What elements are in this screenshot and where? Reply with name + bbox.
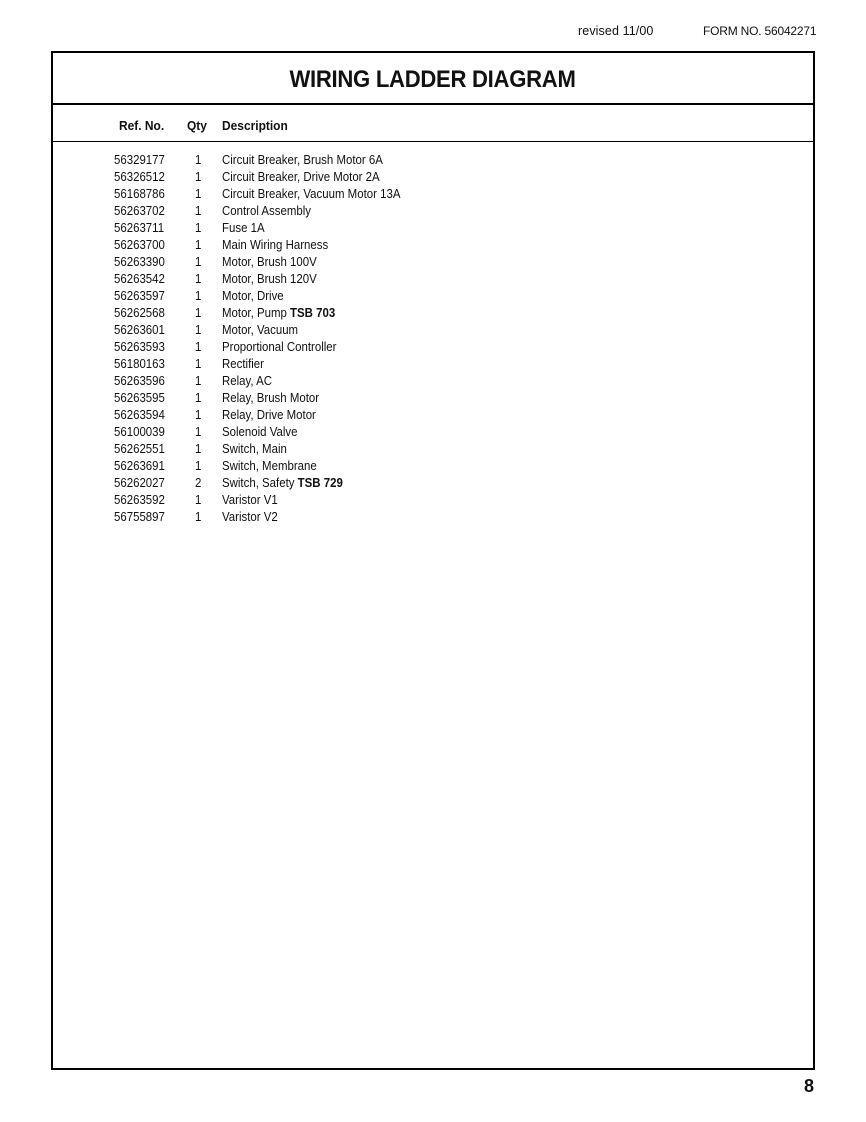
table-row bbox=[53, 254, 813, 271]
part-quantity: 1 bbox=[195, 390, 202, 405]
part-quantity: 2 bbox=[195, 475, 202, 490]
parts-table-body bbox=[53, 152, 813, 526]
table-row bbox=[53, 441, 813, 458]
part-description-text: Solenoid Valve bbox=[222, 424, 298, 439]
table-row bbox=[53, 509, 813, 526]
part-description-text: Switch, Main bbox=[222, 441, 287, 456]
part-ref-number: 56263601 bbox=[114, 322, 165, 337]
part-quantity: 1 bbox=[195, 169, 202, 184]
part-ref-number: 56263593 bbox=[114, 339, 165, 354]
table-row bbox=[53, 390, 813, 407]
part-description-text: Motor, Drive bbox=[222, 288, 284, 303]
part-description-text: Motor, Brush 100V bbox=[222, 254, 317, 269]
part-description bbox=[222, 492, 278, 507]
page-number: 8 bbox=[804, 1076, 815, 1096]
table-row bbox=[53, 407, 813, 424]
table-row bbox=[53, 220, 813, 237]
part-quantity: 1 bbox=[195, 288, 202, 303]
part-ref-number: 56263702 bbox=[114, 203, 165, 218]
part-quantity: 1 bbox=[195, 356, 202, 371]
part-description bbox=[222, 203, 311, 218]
part-description-text: Main Wiring Harness bbox=[222, 237, 329, 252]
part-ref-number: 56263596 bbox=[114, 373, 165, 388]
part-ref-number: 56329177 bbox=[114, 152, 165, 167]
part-description-text: Proportional Controller bbox=[222, 339, 337, 354]
part-description bbox=[222, 169, 380, 184]
part-description-text: Relay, AC bbox=[222, 373, 273, 388]
table-row bbox=[53, 322, 813, 339]
part-ref-number: 56180163 bbox=[114, 356, 165, 371]
part-ref-number: 56262568 bbox=[114, 305, 165, 320]
part-description bbox=[222, 407, 316, 422]
part-description bbox=[222, 254, 317, 269]
part-description bbox=[222, 356, 264, 371]
part-quantity: 1 bbox=[195, 254, 202, 269]
part-ref-number: 56168786 bbox=[114, 186, 165, 201]
part-description bbox=[222, 458, 317, 473]
parts-list-frame bbox=[51, 51, 815, 1070]
part-description-text: Switch, Membrane bbox=[222, 458, 317, 473]
part-description bbox=[222, 390, 319, 405]
part-quantity: 1 bbox=[195, 407, 202, 422]
part-ref-number: 56263711 bbox=[114, 220, 165, 235]
part-quantity: 1 bbox=[195, 186, 202, 201]
table-row bbox=[53, 203, 813, 220]
part-description-text: Fuse 1A bbox=[222, 220, 265, 235]
part-description bbox=[222, 509, 278, 524]
part-description-text: Varistor V2 bbox=[222, 509, 278, 524]
part-description bbox=[222, 288, 284, 303]
part-description bbox=[222, 424, 297, 439]
part-description bbox=[222, 186, 400, 201]
part-ref-number: 56262027 bbox=[114, 475, 165, 490]
part-description-text: Motor, Vacuum bbox=[222, 322, 299, 337]
part-quantity: 1 bbox=[195, 271, 202, 286]
part-ref-number: 56263691 bbox=[114, 458, 165, 473]
part-description-text: Control Assembly bbox=[222, 203, 312, 218]
part-quantity: 1 bbox=[195, 152, 202, 167]
part-quantity: 1 bbox=[195, 424, 202, 439]
part-description-text: Rectifier bbox=[222, 356, 264, 371]
part-quantity: 1 bbox=[195, 373, 202, 388]
part-description-text: Switch, Safety bbox=[222, 475, 295, 490]
table-row bbox=[53, 339, 813, 356]
part-description bbox=[222, 339, 336, 354]
part-description bbox=[222, 475, 343, 490]
part-ref-number: 56263542 bbox=[114, 271, 165, 286]
table-row bbox=[53, 356, 813, 373]
table-row bbox=[53, 169, 813, 186]
part-description-text: Circuit Breaker, Drive Motor 2A bbox=[222, 169, 380, 184]
tsb-reference: TSB 703 bbox=[290, 305, 336, 320]
column-header-qty: Qty bbox=[187, 118, 207, 133]
table-header bbox=[53, 105, 813, 142]
table-row bbox=[53, 475, 813, 492]
part-quantity: 1 bbox=[195, 305, 202, 320]
part-description-text: Circuit Breaker, Brush Motor 6A bbox=[222, 152, 383, 167]
table-row bbox=[53, 424, 813, 441]
part-description bbox=[222, 152, 383, 167]
part-description-text: Varistor V1 bbox=[222, 492, 278, 507]
tsb-reference: TSB 729 bbox=[297, 475, 343, 490]
part-quantity: 1 bbox=[195, 203, 202, 218]
part-ref-number: 56100039 bbox=[114, 424, 165, 439]
part-description-text: Motor, Pump bbox=[222, 305, 287, 320]
table-row bbox=[53, 458, 813, 475]
part-ref-number: 56326512 bbox=[114, 169, 165, 184]
part-description-text: Relay, Drive Motor bbox=[222, 407, 316, 422]
table-row bbox=[53, 271, 813, 288]
part-ref-number: 56262551 bbox=[114, 441, 165, 456]
part-ref-number: 56263700 bbox=[114, 237, 165, 252]
table-row bbox=[53, 237, 813, 254]
part-quantity: 1 bbox=[195, 220, 202, 235]
part-description-text: Motor, Brush 120V bbox=[222, 271, 317, 286]
table-row bbox=[53, 492, 813, 509]
revision-date: revised 11/00 bbox=[578, 24, 654, 38]
part-description-text: Circuit Breaker, Vacuum Motor 13A bbox=[222, 186, 401, 201]
part-ref-number: 56263594 bbox=[114, 407, 165, 422]
part-description bbox=[222, 373, 272, 388]
column-header-description: Description bbox=[222, 118, 288, 133]
part-description bbox=[222, 322, 298, 337]
table-row bbox=[53, 373, 813, 390]
part-quantity: 1 bbox=[195, 492, 202, 507]
title-bar bbox=[53, 53, 813, 105]
part-quantity: 1 bbox=[195, 237, 202, 252]
part-ref-number: 56263592 bbox=[114, 492, 165, 507]
part-ref-number: 56263390 bbox=[114, 254, 165, 269]
page-title: WIRING LADDER DIAGRAM bbox=[289, 66, 577, 93]
part-quantity: 1 bbox=[195, 339, 202, 354]
part-description bbox=[222, 237, 328, 252]
column-header-ref-no: Ref. No. bbox=[119, 118, 165, 133]
part-description bbox=[222, 305, 335, 320]
part-ref-number: 56263595 bbox=[114, 390, 165, 405]
part-description-text: Relay, Brush Motor bbox=[222, 390, 320, 405]
form-number: FORM NO. 56042271 bbox=[703, 24, 817, 38]
table-row bbox=[53, 186, 813, 203]
part-description bbox=[222, 441, 287, 456]
table-row bbox=[53, 288, 813, 305]
page-header-meta bbox=[0, 24, 866, 42]
part-quantity: 1 bbox=[195, 322, 202, 337]
table-row bbox=[53, 305, 813, 322]
part-description bbox=[222, 271, 317, 286]
part-quantity: 1 bbox=[195, 458, 202, 473]
part-description bbox=[222, 220, 265, 235]
part-quantity: 1 bbox=[195, 509, 202, 524]
part-ref-number: 56263597 bbox=[114, 288, 165, 303]
table-row bbox=[53, 152, 813, 169]
part-ref-number: 56755897 bbox=[114, 509, 165, 524]
part-quantity: 1 bbox=[195, 441, 202, 456]
